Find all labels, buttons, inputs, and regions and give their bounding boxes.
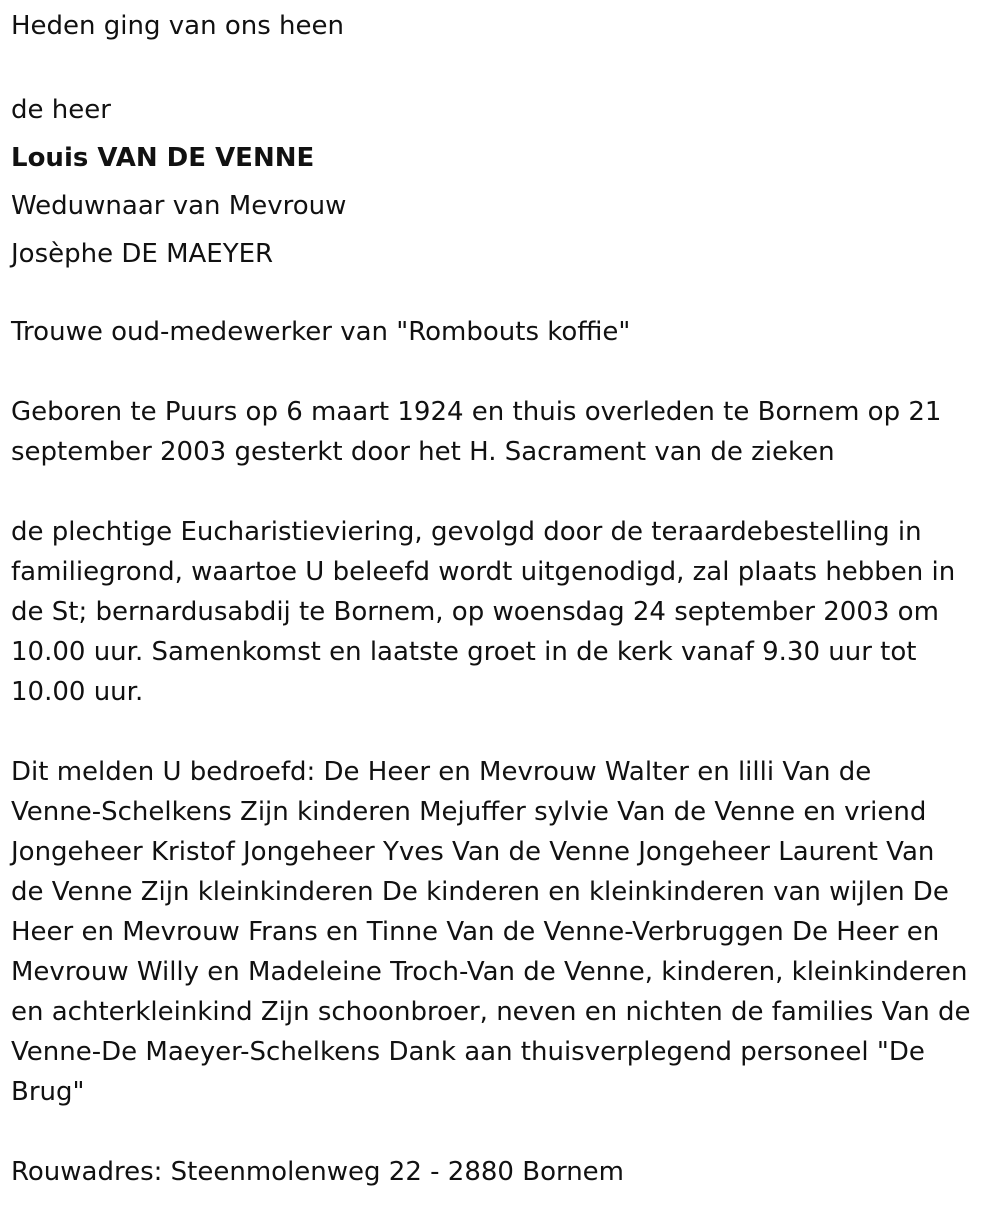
ceremony-line: familiegrond, waartoe U beleefd wordt uitgenodigd, zal plaats hebben in xyxy=(11,557,956,587)
announcement-line: Heer en Mevrouw Frans en Tinne Van de Venne-Verbruggen De Heer en xyxy=(11,917,940,947)
occupation-text: Trouwe oud-medewerker van "Rombouts koffie" xyxy=(11,317,631,347)
intro-text: Heden ging van ons heen xyxy=(11,11,344,41)
ceremony-line: 10.00 uur. xyxy=(11,677,144,707)
ceremony-line: 10.00 uur. Samenkomst en laatste groet in de kerk vanaf 9.30 uur tot xyxy=(11,637,917,667)
spacer xyxy=(11,352,1000,392)
ceremony-paragraph xyxy=(11,512,1000,712)
announcement-line: Dit melden U bedroefd: De Heer en Mevrouw Walter en lilli Van de xyxy=(11,757,872,787)
deceased-block xyxy=(11,86,1000,278)
ceremony-line: de plechtige Eucharistieviering, gevolgd door de teraardebestelling in xyxy=(11,517,922,547)
title-prefix: de heer xyxy=(11,95,111,125)
spacer xyxy=(11,46,1000,86)
announcement-line: Jongeheer Kristof Jongeheer Yves Van de Venne Jongeheer Laurent Van xyxy=(11,837,935,867)
announcement-line: Venne-Schelkens Zijn kinderen Mejuffer sylvie Van de Venne en vriend xyxy=(11,797,927,827)
announcement-line: en achterkleinkind Zijn schoonbroer, neven en nichten de families Van de xyxy=(11,997,971,1027)
birth-death-paragraph xyxy=(11,392,1000,472)
deceased-name: Louis VAN DE VENNE xyxy=(11,143,315,173)
address-text: Rouwadres: Steenmolenweg 22 - 2880 Bornem xyxy=(11,1157,625,1187)
spacer xyxy=(11,278,1000,312)
widower-line-1: Weduwnaar van Mevrouw xyxy=(11,191,347,221)
announcement-line: Mevrouw Willy en Madeleine Troch-Van de Venne, kinderen, kleinkinderen xyxy=(11,957,968,987)
spacer xyxy=(11,712,1000,752)
announcement-paragraph xyxy=(11,752,1000,1112)
spacer xyxy=(11,1112,1000,1152)
widower-line-2: Josèphe DE MAEYER xyxy=(11,239,274,269)
spacer xyxy=(11,472,1000,512)
ceremony-line: de St; bernardusabdij te Bornem, op woensdag 24 september 2003 om xyxy=(11,597,939,627)
birth-death-line: september 2003 gesterkt door het H. Sacrament van de zieken xyxy=(11,437,835,467)
announcement-line: Brug" xyxy=(11,1077,85,1107)
birth-death-line: Geboren te Puurs op 6 maart 1924 en thuis overleden te Bornem op 21 xyxy=(11,397,942,427)
announcement-line: Venne-De Maeyer-Schelkens Dank aan thuisverplegend personeel "De xyxy=(11,1037,925,1067)
announcement-line: de Venne Zijn kleinkinderen De kinderen en kleinkinderen van wijlen De xyxy=(11,877,949,907)
